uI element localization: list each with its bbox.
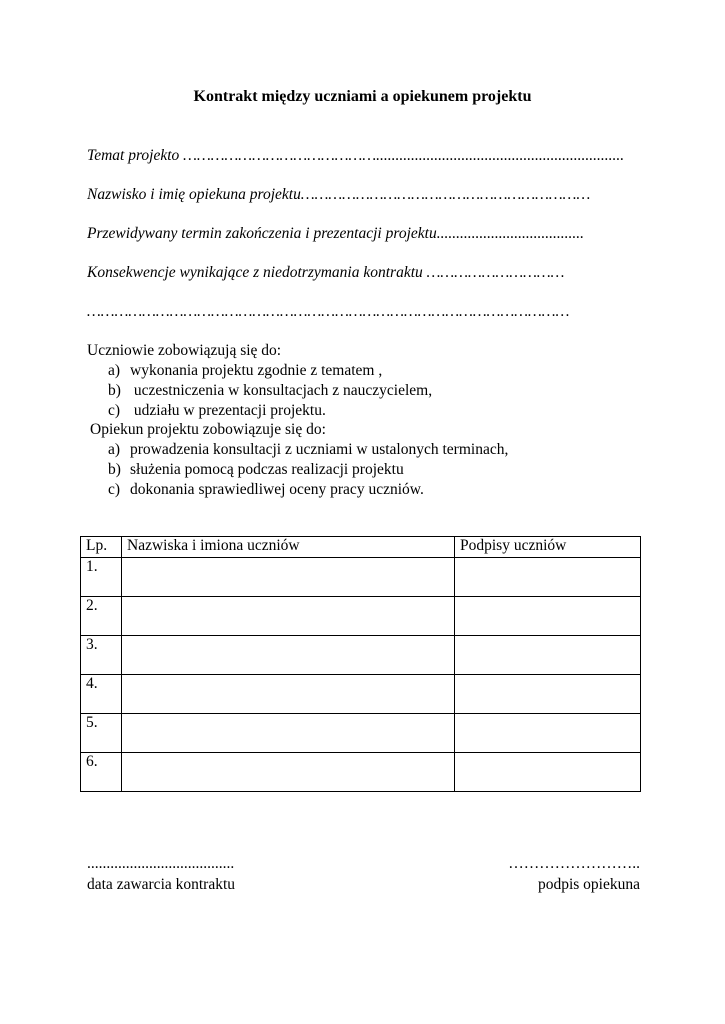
tutor-item bbox=[108, 441, 508, 459]
document-title: Kontrakt między uczniami a opiekunem projektu bbox=[193, 88, 532, 105]
fill-in-dots: ...................................... bbox=[436, 225, 584, 242]
item-letter: c) bbox=[108, 402, 121, 419]
name-cell[interactable] bbox=[122, 558, 455, 597]
row-number: 3. bbox=[81, 636, 122, 675]
item-text: dokonania sprawiedliwej oceny pracy uczniów. bbox=[130, 481, 424, 498]
header-lp: Lp. bbox=[81, 537, 122, 558]
table-row bbox=[81, 753, 641, 792]
date-dots: ...................................... bbox=[87, 855, 235, 872]
row-number: 5. bbox=[81, 714, 122, 753]
tutor-signature-label: podpis opiekuna bbox=[537, 876, 640, 893]
name-cell[interactable] bbox=[122, 753, 455, 792]
students-item bbox=[108, 382, 432, 400]
item-letter: c) bbox=[108, 481, 121, 498]
signature-dots: …………………….. bbox=[508, 855, 640, 872]
field-label: Przewidywany termin zakończenia i prezentacji projektu bbox=[87, 225, 437, 242]
header-signatures: Podpisy uczniów bbox=[455, 537, 641, 558]
signature-cell[interactable] bbox=[455, 597, 641, 636]
field-consequences bbox=[87, 264, 647, 282]
signature-cell[interactable] bbox=[455, 558, 641, 597]
item-text: udziału w prezentacji projektu. bbox=[130, 402, 326, 419]
table-header-row bbox=[81, 537, 641, 558]
item-text: uczestniczenia w konsultacjach z nauczycielem, bbox=[130, 382, 433, 399]
name-cell[interactable] bbox=[122, 597, 455, 636]
field-tutor-name bbox=[87, 186, 647, 204]
item-letter: a) bbox=[108, 441, 121, 458]
field-label: Konsekwencje wynikające z niedotrzymania kontraktu bbox=[87, 264, 423, 281]
row-number: 2. bbox=[81, 597, 122, 636]
name-cell[interactable] bbox=[122, 636, 455, 675]
field-deadline bbox=[87, 225, 647, 243]
table-row bbox=[81, 636, 641, 675]
signature-cell[interactable] bbox=[455, 675, 641, 714]
tutor-item bbox=[108, 461, 404, 479]
item-letter: b) bbox=[108, 461, 121, 478]
row-number: 6. bbox=[81, 753, 122, 792]
students-heading: Uczniowie zobowiązują się do: bbox=[87, 342, 282, 359]
table-row bbox=[81, 675, 641, 714]
item-text: prowadzenia konsultacji z uczniami w ustalonych terminach, bbox=[130, 441, 509, 458]
tutor-heading: Opiekun projektu zobowiązuje się do: bbox=[90, 421, 326, 438]
fill-in-dots: ………………………… bbox=[422, 264, 565, 281]
tutor-item bbox=[108, 481, 424, 499]
field-label: Temat projekto bbox=[87, 147, 180, 164]
students-item bbox=[108, 362, 382, 380]
fill-in-dots: ……………………………………………………… bbox=[300, 186, 591, 203]
continuation-dots: …………………………………………………………………………………………… bbox=[87, 303, 570, 320]
name-cell[interactable] bbox=[122, 675, 455, 714]
item-text: służenia pomocą podczas realizacji projektu bbox=[130, 461, 404, 478]
item-letter: b) bbox=[108, 382, 121, 399]
row-number: 4. bbox=[81, 675, 122, 714]
fill-in-dots: ……………………………………................................................................ bbox=[179, 147, 625, 164]
field-project-topic bbox=[87, 147, 647, 165]
signature-cell[interactable] bbox=[455, 636, 641, 675]
student-signature-table bbox=[80, 536, 641, 792]
item-text: wykonania projektu zgodnie z tematem , bbox=[130, 362, 383, 379]
header-names: Nazwiska i imiona uczniów bbox=[122, 537, 455, 558]
date-label: data zawarcia kontraktu bbox=[87, 876, 236, 893]
field-label: Nazwisko i imię opiekuna projektu bbox=[87, 186, 301, 203]
table-row bbox=[81, 597, 641, 636]
signature-cell[interactable] bbox=[455, 714, 641, 753]
item-letter: a) bbox=[108, 362, 121, 379]
row-number: 1. bbox=[81, 558, 122, 597]
table-row bbox=[81, 558, 641, 597]
students-item bbox=[108, 402, 326, 420]
signature-cell[interactable] bbox=[455, 753, 641, 792]
table-row bbox=[81, 714, 641, 753]
name-cell[interactable] bbox=[122, 714, 455, 753]
